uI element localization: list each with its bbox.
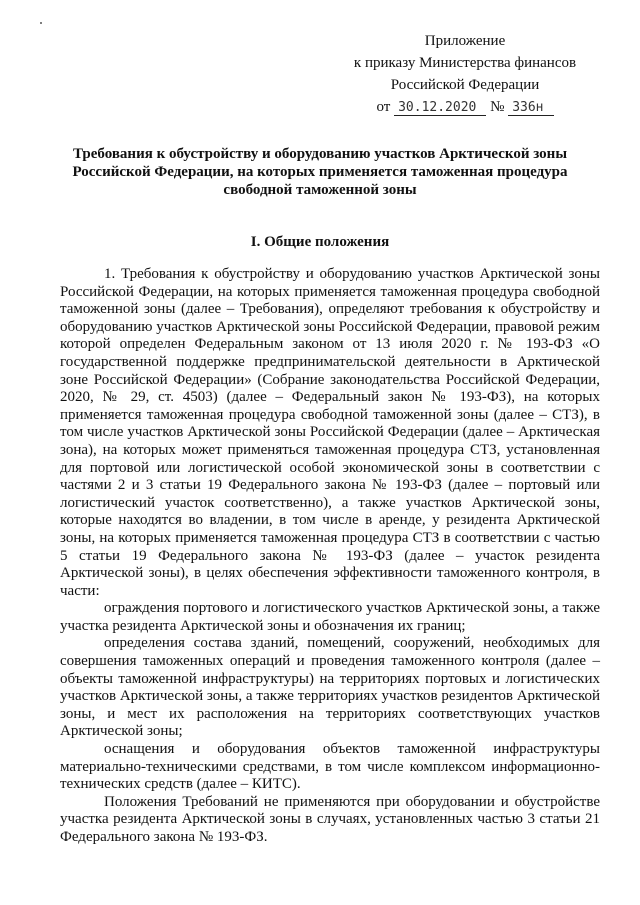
paragraph-3: определения состава зданий, помещений, сооружений, необходимых для совершения таможенных операций и проведения таможенного контроля (далее – объекты таможенной инфраструктуры) на территориях портовых и логистических участков Арктической зоны, а также территориях участков резидентов Арктической зоны, и мест их расположения на территориях соответствующих участков Арктической зоны; xyxy=(60,635,600,740)
document-title: Требования к обустройству и оборудованию участков Арктической зоны Российской Федерации, на которых применяется таможенная процедура свободной таможенной зоны xyxy=(72,146,568,198)
document-body xyxy=(60,266,600,847)
order-date-number-line xyxy=(330,96,600,119)
appendix-label: Приложение xyxy=(424,33,506,49)
paragraph-1: 1. Требования к обустройству и оборудованию участков Арктической зоны Российской Федерации, на которых применяется таможенная процедура свободной таможенной зоны (далее – Требования), определяют требования к обустройству и оборудованию участков Арктической зоны Российской Федерации, правовой режим которой определен Федеральным законом от 13 июля 2020 г. № 193-ФЗ «О государственной поддержке предпринимательской деятельности в Арктической зоне Российской Федерации» (Собрание законодательства Российской Федерации, 2020, № 29, ст. 4503) (далее – Федеральный закон № 193-ФЗ), на которых применяется таможенная процедура свободной таможенной зоны (далее – СТЗ), в том числе участков Арктической зоны Российской Федерации (далее – Арктическая зона), на которых может применяться таможенная процедура СТЗ, установленная для портовой или логистической особой экономической зоны в соответствии с частями 2 и 3 статьи 19 Федерального закона № 193-ФЗ (далее – портовый или логистический участок соответственно), а также участков Арктической зоны, которые находятся во владении, в том числе в аренде, у резидента Арктической зоны, на которых применяется таможенная процедура СТЗ в соответствии с частью 5 статьи 19 Федерального закона № 193-ФЗ (далее – участок резидента Арктической зоны), в целях обеспечения эффективности таможенного контроля, в части: xyxy=(60,266,600,599)
paragraph-2: ограждения портового и логистического участков Арктической зоны, а также участка резидента Арктической зоны и обозначения их границ; xyxy=(60,600,600,634)
order-reference: к приказу Министерства финансов xyxy=(353,55,577,71)
order-date: 30.12.2020 xyxy=(394,100,486,116)
paragraph-5: Положения Требований не применяются при оборудовании и обустройстве участка резидента Арктической зоны в случаях, установленных частью 3 статьи 21 Федерального закона № 193-ФЗ. xyxy=(60,793,600,845)
section-heading: I. Общие положения xyxy=(250,234,390,250)
ministry-country: Российской Федерации xyxy=(390,77,540,93)
paragraph-4: оснащения и оборудования объектов таможенной инфраструктуры материально-техническими средствами, в том числе комплексом информационно-технических средств (далее – КИТС). xyxy=(60,741,600,793)
number-prefix: № xyxy=(490,99,505,115)
date-prefix: от xyxy=(376,99,391,115)
appendix-block xyxy=(330,30,600,119)
scan-speck xyxy=(40,22,42,24)
order-number: 336н xyxy=(508,100,553,116)
